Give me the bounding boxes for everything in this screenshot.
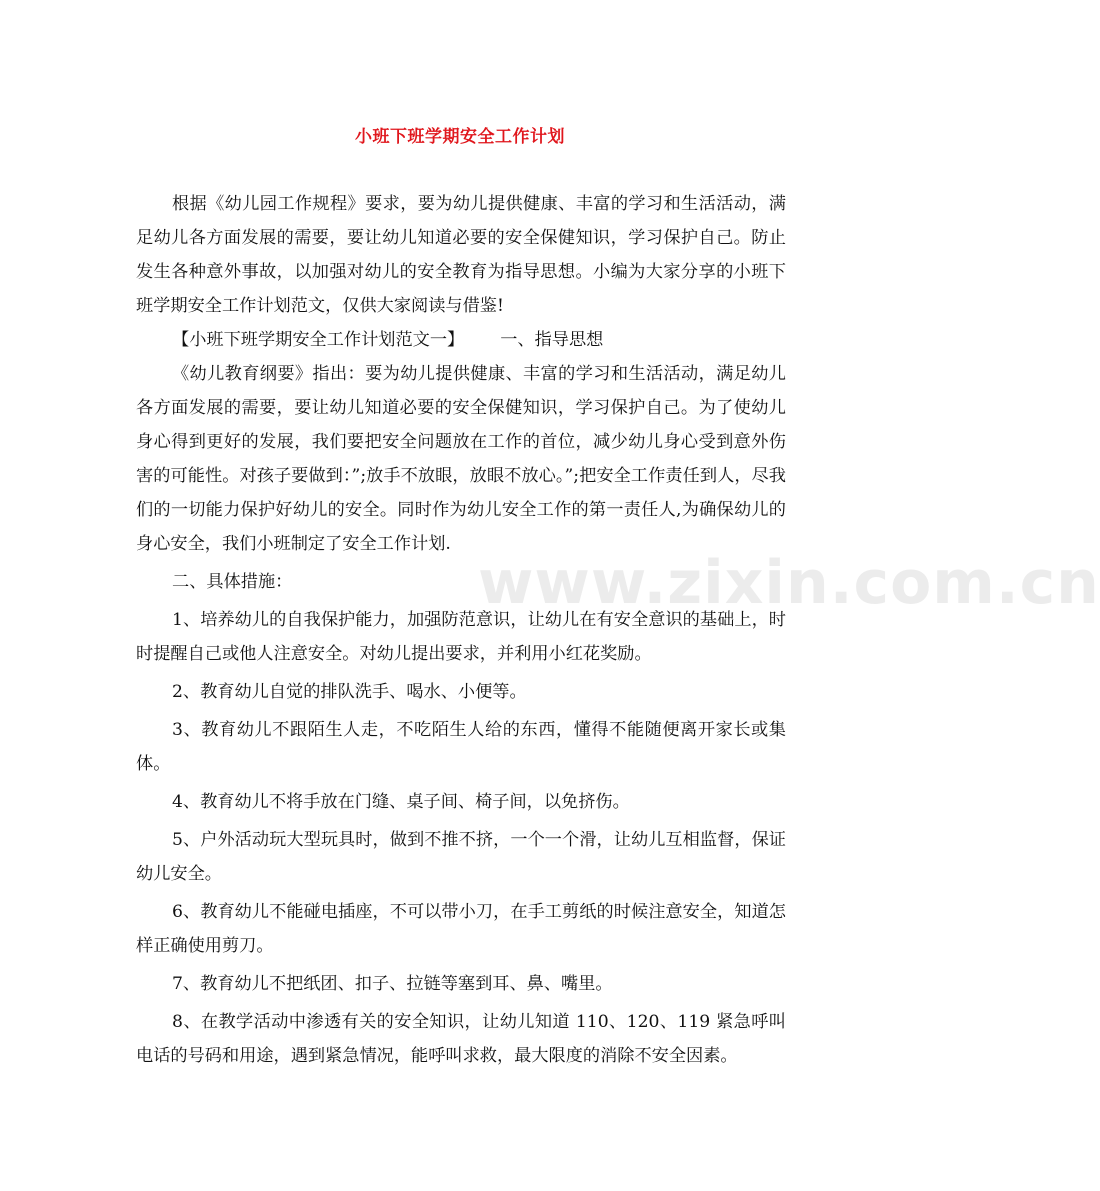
measure-item: 1、培养幼儿的自我保护能力，加强防范意识，让幼儿在有安全意识的基础上，时时提醒自己或他人注意安全。对幼儿提出要求，并利用小红花奖励。 [136, 610, 786, 664]
intro-paragraph: 根据《幼儿园工作规程》要求，要为幼儿提供健康、丰富的学习和生活活动，满足幼儿各方面发展的需要，要让幼儿知道必要的安全保健知识，学习保护自己。防止发生各种意外事故，以加强对幼儿的安全教育为指导思想。小编为大家分享的小班下班学期安全工作计划范文，仅供大家阅读与借鉴! [136, 194, 786, 316]
document-title: 小班下班学期安全工作计划 [355, 127, 565, 147]
sample-heading: 【小班下班学期安全工作计划范文一】 [172, 330, 465, 350]
measure-item: 4、教育幼儿不将手放在门缝、桌子间、椅子间，以免挤伤。 [172, 792, 630, 812]
watermark-text: www.zixin.com.cn [478, 548, 1100, 618]
document-body [136, 187, 786, 1073]
section1-heading: 一、指导思想 [500, 330, 604, 350]
measure-item: 8、在教学活动中渗透有关的安全知识，让幼儿知道 110、120、119 紧急呼叫电话的号码和用途，遇到紧急情况，能呼叫求救，最大限度的消除不安全因素。 [136, 1012, 786, 1066]
section1-paragraph: 《幼儿教育纲要》指出：要为幼儿提供健康、丰富的学习和生活活动，满足幼儿各方面发展的需要，要让幼儿知道必要的安全保健知识，学习保护自己。为了使幼儿身心得到更好的发展，我们要把安全问题放在工作的首位，减少幼儿身心受到意外伤害的可能性。对孩子要做到：”;放手不放眼，放眼不放心。”;把安全工作责任到人，尽我们的一切能力保护好幼儿的安全。同时作为幼儿安全工作的第一责任人,为确保幼儿的身心安全，我们小班制定了安全工作计划. [136, 364, 786, 554]
measure-item: 5、户外活动玩大型玩具时，做到不推不挤，一个一个滑，让幼儿互相监督，保证幼儿安全。 [136, 830, 786, 884]
measure-item: 7、教育幼儿不把纸团、扣子、拉链等塞到耳、鼻、嘴里。 [172, 974, 613, 994]
measure-item: 6、教育幼儿不能碰电插座，不可以带小刀，在手工剪纸的时候注意安全，知道怎样正确使用剪刀。 [136, 902, 786, 956]
sample-heading-line [136, 323, 786, 357]
measure-item: 3、教育幼儿不跟陌生人走，不吃陌生人给的东西，懂得不能随便离开家长或集体。 [136, 720, 786, 774]
measure-item: 2、教育幼儿自觉的排队洗手、喝水、小便等。 [172, 682, 527, 702]
section2-heading: 二、具体措施： [172, 572, 293, 592]
